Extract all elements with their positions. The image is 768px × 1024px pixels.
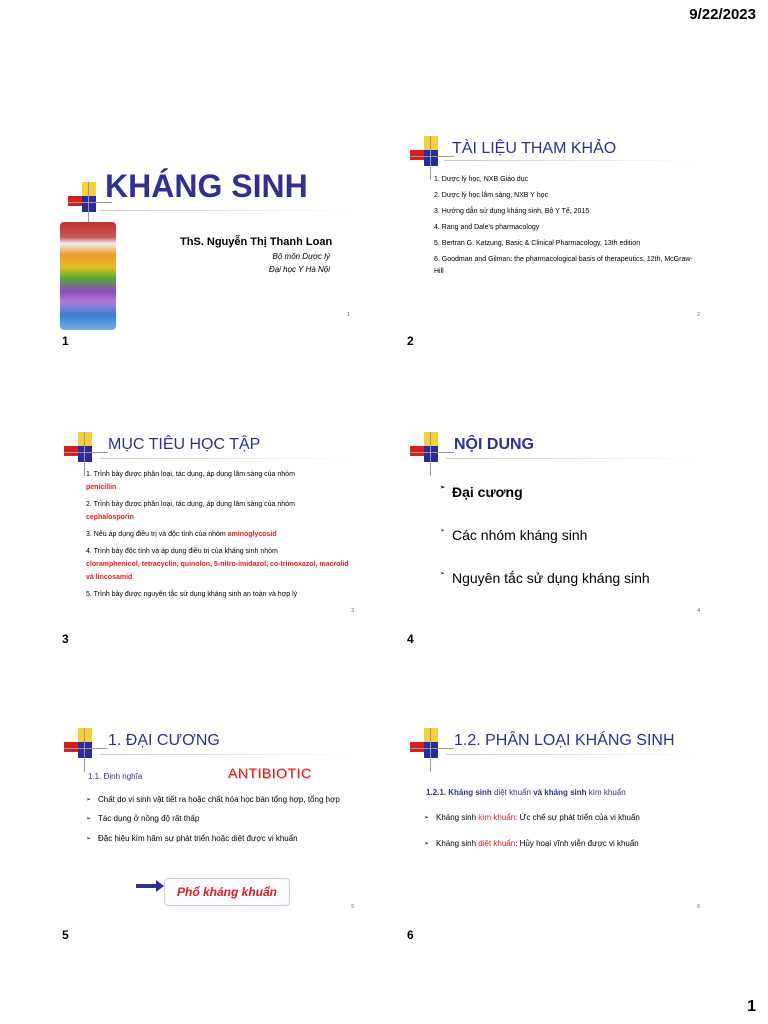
reference-item: 2. Dược lý học lâm sàng, NXB Y học <box>434 192 549 199</box>
author-name: ThS. Nguyễn Thị Thanh Loan <box>180 236 333 248</box>
objective-item: 5. Trình bày được nguyên tắc sử dụng kháng sinh an toàn và hợp lý <box>86 591 298 598</box>
reference-item: 6. Goodman and Gilman: the pharmacological basis of therapeutics, 12th, McGraw- Hill <box>434 256 693 275</box>
slide-title: MỤC TIÊU HỌC TẬP <box>108 436 261 453</box>
spectrum-box: Phổ kháng khuẩn <box>164 878 290 906</box>
divider <box>100 754 350 755</box>
slide-title: TÀI LIỆU THAM KHẢO <box>452 140 617 157</box>
slide-number: 3 <box>351 608 354 614</box>
arrow-right-icon <box>136 884 158 888</box>
slide-6 <box>410 728 710 1008</box>
objectives-list <box>86 468 356 601</box>
objective-item: 4. Trình bày độc tính và áp dụng điều trị của kháng sinh nhóm cloramphenicol, tetracyclin, quinolon, 5-nitro-imidazol, co-trimoxazol, macrolid và lincosamid <box>86 548 349 581</box>
divider <box>100 210 350 211</box>
classification-item: ➢ Kháng sinh diệt khuẩn: Hủy hoại vĩnh viễn được vi khuẩn <box>436 836 640 852</box>
department: Bộ môn Dược lý <box>272 252 330 261</box>
contents-list <box>452 484 650 586</box>
divider <box>446 458 696 459</box>
slide-number: 4 <box>697 608 700 614</box>
slide-2 <box>410 130 710 410</box>
classification-list <box>436 810 640 852</box>
slide-label-4: 4 <box>407 632 414 646</box>
slide-number: 2 <box>697 312 700 318</box>
slide-number: 5 <box>351 904 354 910</box>
decorative-squares-icon <box>410 432 454 476</box>
page-number: 1 <box>747 998 756 1015</box>
reference-item: 5. Bertran G. Katzung, Basic & Clinical Pharmacology, 13th edition <box>434 240 641 247</box>
slide-number: 6 <box>697 904 700 910</box>
reference-item: 4. Rang and Dale's pharmacology <box>434 224 540 231</box>
slide-title: NỘI DUNG <box>454 436 534 453</box>
section-subtitle: 1.1. Định nghĩa <box>88 772 143 781</box>
reference-list <box>434 172 704 278</box>
section-subtitle: 1.2.1. Kháng sinh diệt khuẩn và kháng sinh kìm khuẩn <box>426 788 626 797</box>
slide-label-6: 6 <box>407 928 414 942</box>
definition-item: ➢ Chất do vi sinh vật tiết ra hoặc chất hóa học bán tổng hợp, tổng hợp <box>98 792 348 808</box>
print-date: 9/22/2023 <box>689 6 756 23</box>
slide-label-1: 1 <box>62 334 69 348</box>
decorative-squares-icon <box>410 728 454 772</box>
divider <box>444 160 694 161</box>
slide-3 <box>64 430 364 710</box>
arrow-head-icon <box>156 880 164 892</box>
objective-item: 1. Trình bày được phân loại, tác dụng, áp dụng lâm sàng của nhóm penicillin <box>86 471 295 491</box>
slide-title: 1. ĐẠI CƯƠNG <box>108 732 220 749</box>
pills-image <box>60 222 116 330</box>
decorative-squares-icon <box>64 728 108 772</box>
slide-4 <box>410 430 710 710</box>
definition-item: ➢ Đặc hiệu kìm hãm sự phát triển hoặc diệt được vi khuẩn <box>98 831 348 847</box>
slide-label-5: 5 <box>62 928 69 942</box>
contents-item: ➢ Các nhóm kháng sinh <box>452 527 650 570</box>
contents-item: ➢ Đại cương <box>452 484 650 527</box>
slide-1 <box>60 130 360 410</box>
reference-item: 3. Hướng dẫn sử dụng kháng sinh, Bộ Y Tế, 2015 <box>434 208 590 215</box>
school: Đại học Y Hà Nội <box>268 265 330 274</box>
reference-item: 1. Dược lý học, NXB Giáo dục <box>434 176 529 183</box>
slide-label-3: 3 <box>62 632 69 646</box>
slide-title: KHÁNG SINH <box>105 168 308 204</box>
definition-list <box>98 792 348 847</box>
antibiotic-wordart: ANTIBIOTIC <box>228 765 312 781</box>
objective-item: 3. Nêu áp dụng điều trị và độc tính của nhóm aminoglycosid <box>86 531 277 538</box>
classification-item: ➢ Kháng sinh kìm khuẩn: Ức chế sự phát triển của vi khuẩn <box>436 810 640 826</box>
slide-title: 1.2. PHÂN LOẠI KHÁNG SINH <box>454 732 675 749</box>
slide-number: 1 <box>347 312 350 318</box>
slide-5 <box>64 728 364 1008</box>
divider <box>100 458 350 459</box>
definition-item: ➢ Tác dụng ở nồng độ rất thấp <box>98 811 348 827</box>
contents-item: ➢ Nguyên tắc sử dụng kháng sinh <box>452 570 650 586</box>
slide-label-2: 2 <box>407 334 414 348</box>
divider <box>446 754 696 755</box>
objective-item: 2. Trình bày được phân loại, tác dụng, áp dụng lâm sàng của nhóm cephalosporin <box>86 501 295 521</box>
